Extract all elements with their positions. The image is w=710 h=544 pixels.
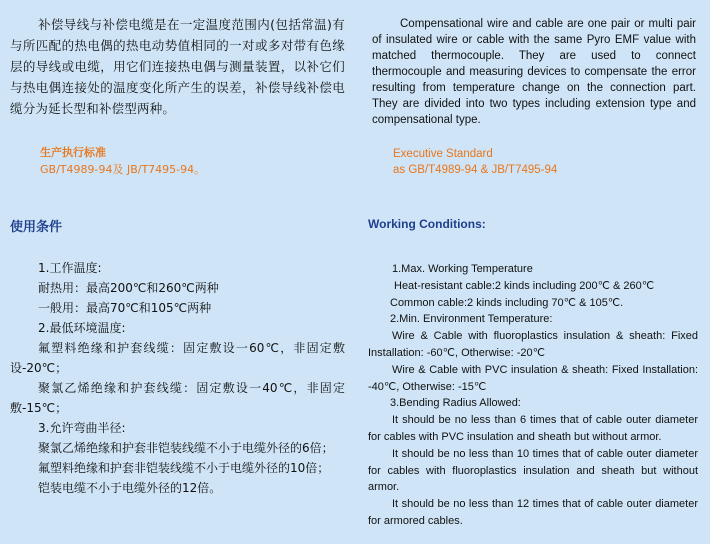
cn-line-8: 聚氯乙烯绝缘和护套非铠装线缆不小于电缆外径的6倍； [38, 441, 334, 455]
cn-line-7: 3.允许弯曲半径: [38, 421, 126, 435]
conditions-heading-chinese: 使用条件 [10, 220, 63, 235]
en-line-8: It should be no less than 6 times that of cable outer diameter for cables with PVC insulation and sheath but without armor. [368, 414, 698, 443]
standard-chinese-value: GB/T4989-94及 JB/T7495-94。 [40, 163, 206, 176]
cn-line-6: 聚氯乙烯绝缘和护套线缆：固定敷设一40℃，非固定敷-15℃； [10, 381, 345, 415]
cn-line-5: 氟塑料绝缘和护套线缆：固定敷设一60℃，非固定敷设-20℃； [10, 341, 345, 375]
cn-line-10: 铠装电缆不小于电缆外径的12倍。 [38, 481, 222, 495]
conditions-chinese [10, 258, 345, 498]
en-line-2: Heat-resistant cable:2 kinds including 200℃ & 260℃ [394, 279, 655, 292]
en-line-5: Wire & Cable with fluoroplastics insulation & sheath: Fixed Installation: -60℃, Otherwise: -20℃ [368, 330, 698, 359]
standard-english [393, 146, 557, 178]
en-line-9: It should be no less than 10 times that of cable outer diameter for cables with fluoroplastics insulation and sheath but without armor. [368, 447, 698, 494]
standard-english-value: as GB/T4989-94 & JB/T7495-94 [393, 164, 558, 176]
standard-english-title: Executive Standard [393, 148, 493, 160]
intro-english [372, 16, 696, 128]
intro-chinese [10, 14, 345, 119]
cn-line-1: 1.工作温度: [38, 261, 102, 275]
cn-line-9: 氟塑料绝缘和护套非铠装线缆不小于电缆外径的10倍； [38, 461, 330, 475]
intro-english-text: Compensational wire and cable are one pair or multi pair of insulated wire or cable with the same Pyro EMF value with matched thermocouple. They are used to connect thermocouple and measuring devices to compensate the error resulting from temperature change on the connection part. They are divided into two types including extension type and compensational type. [372, 18, 696, 126]
en-line-1: 1.Max. Working Temperature [392, 263, 533, 275]
en-line-3: Common cable:2 kinds including 70℃ & 105℃. [390, 296, 624, 309]
en-line-10: It should be no less than 12 times that of cable outer diameter for armored cables. [368, 498, 698, 527]
cn-line-3: 一般用：最高70℃和105℃两种 [38, 301, 212, 315]
conditions-english [368, 261, 698, 530]
en-line-4: 2.Min. Environment Temperature: [390, 313, 553, 326]
standard-chinese [40, 144, 205, 178]
intro-chinese-text: 补偿导线与补偿电缆是在一定温度范围内(包括常温)有与所匹配的热电偶的热电动势值相同的一对或多对带有色缘层的导线或电缆，用它们连接热电偶与测量装置，以补它们与热电偶连接处的温度变化所产生的误差，补偿导线补偿电缆分为延长型和补偿型两种。 [10, 17, 345, 116]
en-line-6: Wire & Cable with PVC insulation & sheath: Fixed Installation: -40℃, Otherwise: -15℃ [368, 363, 698, 393]
en-line-7: 3.Bending Radius Allowed: [390, 397, 521, 410]
standard-chinese-title: 生产执行标准 [40, 146, 106, 159]
conditions-heading-english: Working Conditions: [368, 217, 486, 231]
cn-line-2: 耐热用：最高200℃和260℃两种 [38, 281, 219, 295]
cn-line-4: 2.最低环境温度: [38, 321, 126, 335]
